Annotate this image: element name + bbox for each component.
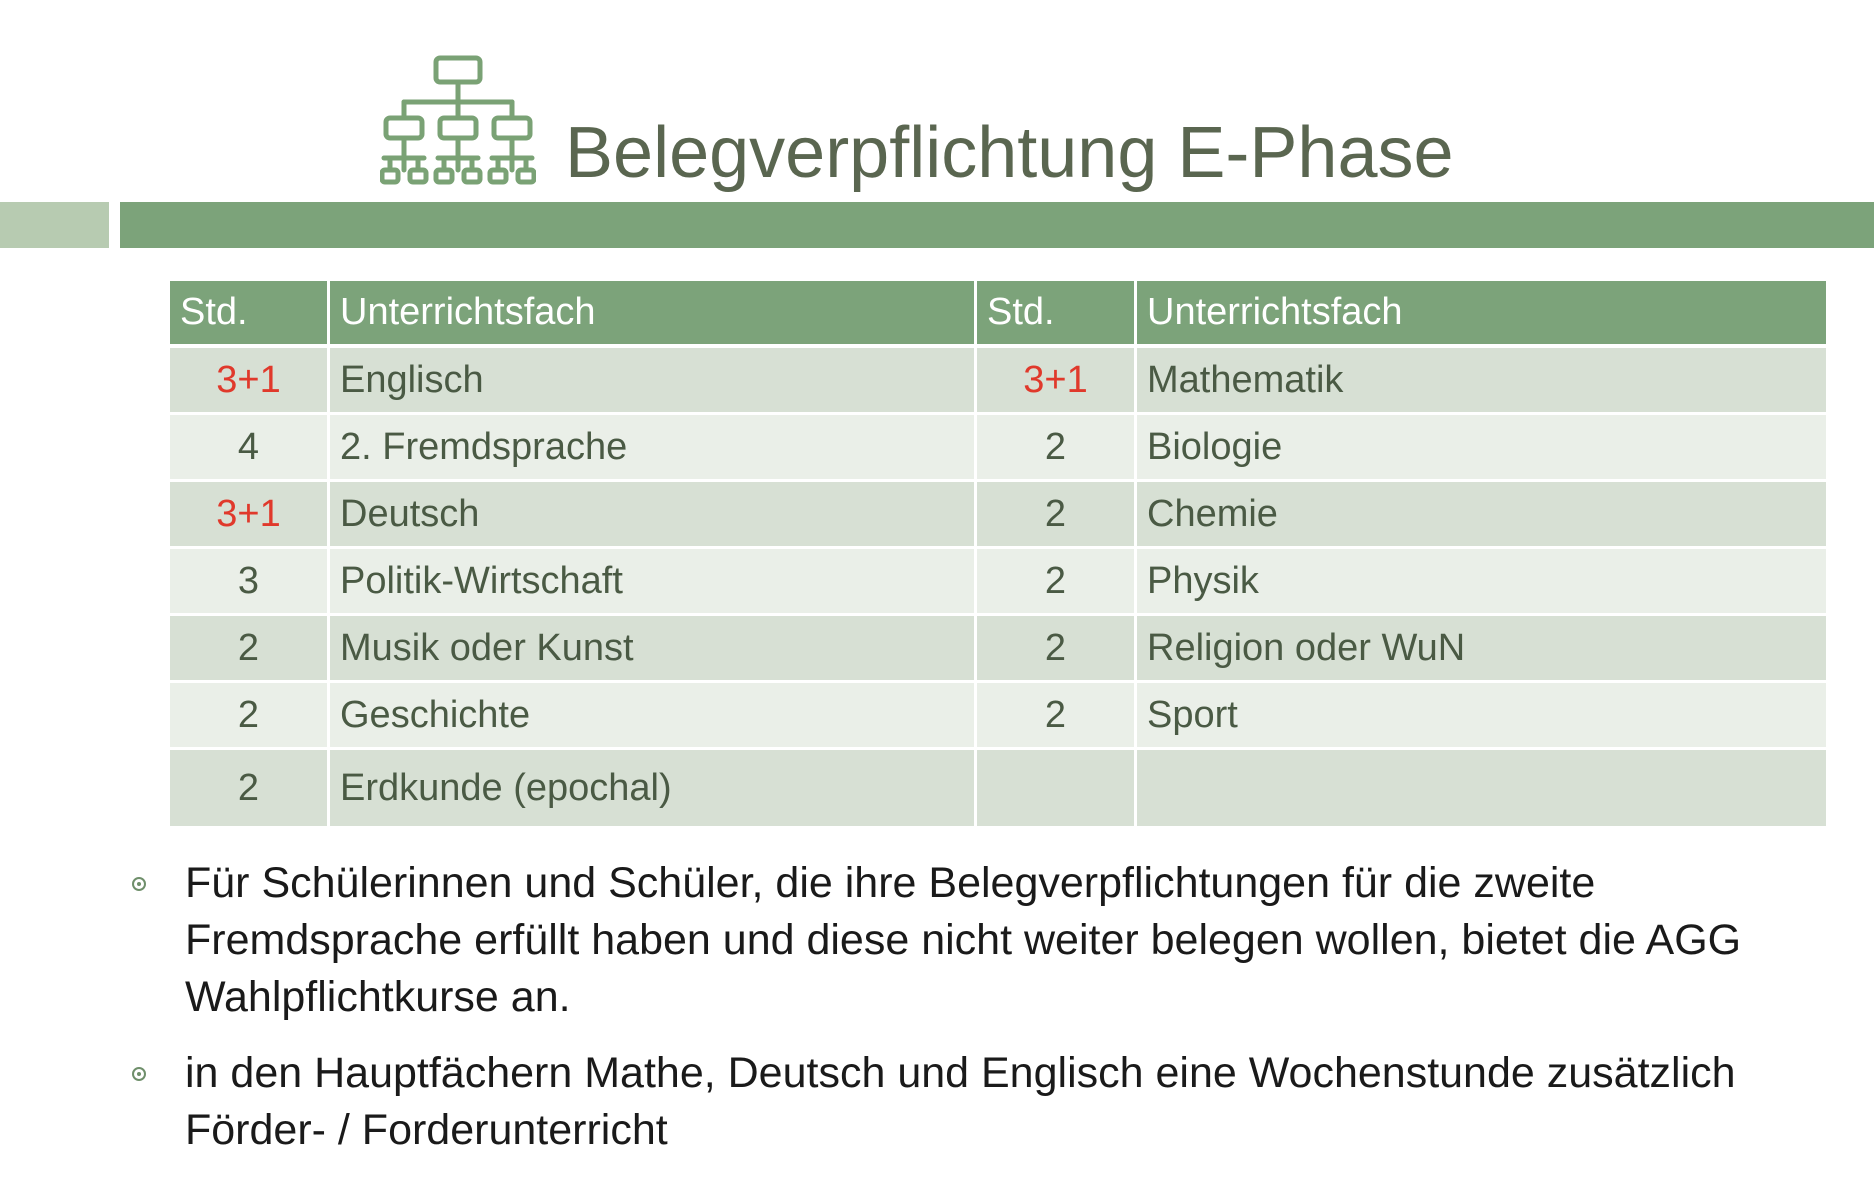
subject-cell [1137, 750, 1826, 826]
subject-cell: Musik oder Kunst [330, 616, 977, 683]
subject-cell: Englisch [330, 348, 977, 415]
table-header-row [170, 281, 1826, 348]
org-chart-icon [380, 54, 536, 192]
page-title: Belegverpflichtung E-Phase [565, 113, 1454, 193]
hours-cell: 2 [170, 683, 330, 750]
subject-cell: Politik-Wirtschaft [330, 549, 977, 616]
column-header-subject: Unterrichtsfach [330, 281, 977, 348]
table-row [170, 683, 1826, 750]
table-row [170, 348, 1826, 415]
table-row [170, 482, 1826, 549]
hours-cell: 3+1 [170, 348, 330, 415]
subject-cell: Biologie [1137, 415, 1826, 482]
bullet-icon [132, 877, 146, 891]
subject-cell: Deutsch [330, 482, 977, 549]
subject-cell: Physik [1137, 549, 1826, 616]
note-text: Für Schülerinnen und Schüler, die ihre Belegverpflichtungen für die zweite Fremdsprache erfüllt haben und diese nicht weiter belegen wollen, bietet die AGG Wahlpflichtkurse an. [185, 859, 1742, 1021]
hours-cell: 2 [170, 750, 330, 826]
note-text: in den Hauptfächern Mathe, Deutsch und Englisch eine Wochenstunde zusätzlich Förder- / Forderunterricht [185, 1049, 1736, 1154]
hours-cell [977, 750, 1137, 826]
subjects-table [170, 281, 1826, 826]
hours-cell: 2 [977, 415, 1137, 482]
hours-cell: 2 [977, 683, 1137, 750]
subject-cell: Religion oder WuN [1137, 616, 1826, 683]
hours-cell: 2 [170, 616, 330, 683]
list-item [130, 855, 1850, 1026]
table-row [170, 415, 1826, 482]
list-item [130, 1045, 1850, 1159]
bullet-icon [132, 1067, 146, 1081]
hours-cell: 3 [170, 549, 330, 616]
subject-cell: Mathematik [1137, 348, 1826, 415]
table-row [170, 549, 1826, 616]
table-row [170, 750, 1826, 826]
column-header-std: Std. [170, 281, 330, 348]
title-accent-bar-left [0, 202, 109, 248]
hours-cell: 2 [977, 549, 1137, 616]
subject-cell: Sport [1137, 683, 1826, 750]
column-header-std: Std. [977, 281, 1137, 348]
hours-cell: 3+1 [977, 348, 1137, 415]
subject-cell: 2. Fremdsprache [330, 415, 977, 482]
hours-cell: 4 [170, 415, 330, 482]
hours-cell: 2 [977, 482, 1137, 549]
subject-cell: Chemie [1137, 482, 1826, 549]
table-row [170, 616, 1826, 683]
subject-cell: Geschichte [330, 683, 977, 750]
notes-list [130, 855, 1850, 1178]
hours-cell: 2 [977, 616, 1137, 683]
subject-cell: Erdkunde (epochal) [330, 750, 977, 826]
title-accent-bar [120, 202, 1874, 248]
hours-cell: 3+1 [170, 482, 330, 549]
column-header-subject: Unterrichtsfach [1137, 281, 1826, 348]
